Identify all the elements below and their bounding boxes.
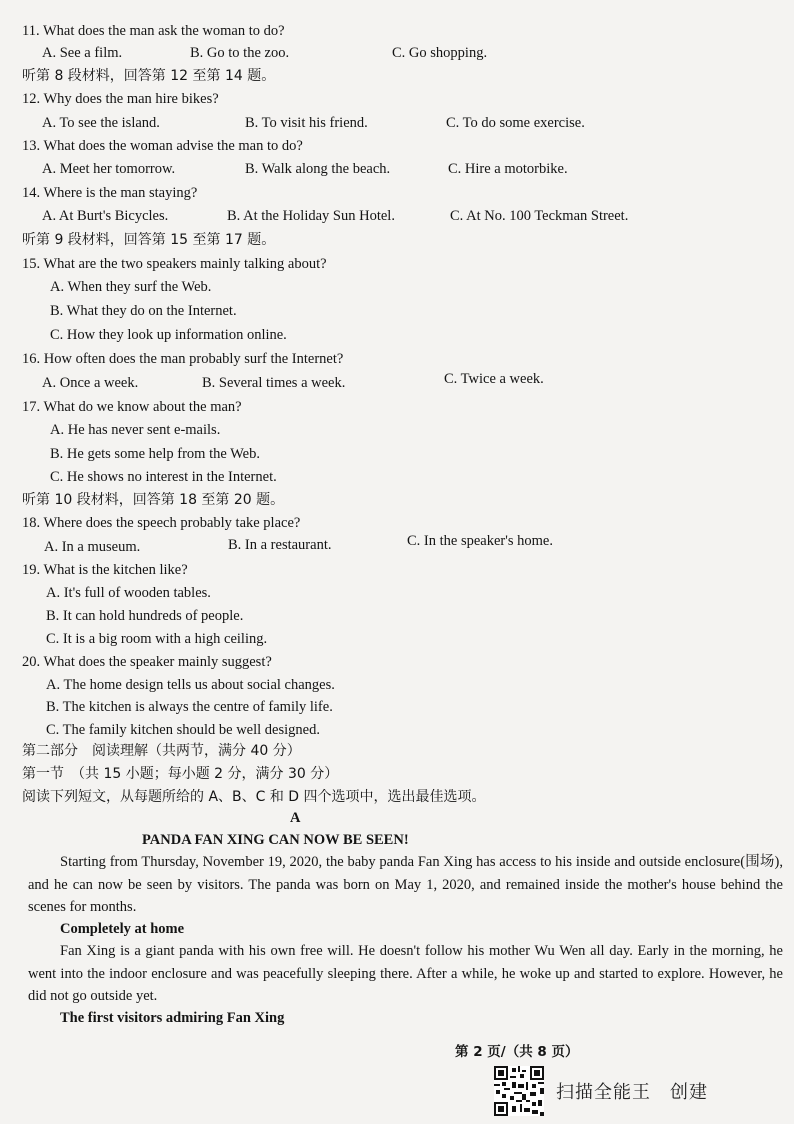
section-one-heading: 第一节 （共 15 小题；每小题 2 分，满分 30 分）: [22, 766, 339, 782]
q18-option-b: B. In a restaurant.: [228, 537, 332, 553]
q18-option-a: A. In a museum.: [44, 539, 141, 555]
passage-title: PANDA FAN XING CAN NOW BE SEEN!: [142, 832, 409, 848]
q17-option-c: C. He shows no interest in the Internet.: [50, 469, 277, 485]
passage-paragraph-1: Starting from Thursday, November 19, 2020, the baby panda Fan Xing has access to his inside and outside enclosure(围场), and he can now be seen by visitors. The panda was born on May 1, 2020, and remained inside the mother's house behind the scenes for months.: [28, 854, 783, 915]
subheading-first-visitors: The first visitors admiring Fan Xing: [60, 1010, 285, 1026]
q14-option-a: A. At Burt's Bicycles.: [42, 208, 169, 224]
q19-option-c: C. It is a big room with a high ceiling.: [46, 631, 268, 647]
instruction-part10: 听第 10 段材料，回答第 18 至第 20 题。: [22, 492, 285, 508]
q15-option-c: C. How they look up information online.: [50, 327, 287, 343]
passage-paragraph-2: Fan Xing is a giant panda with his own free will. He doesn't follow his mother Wu Wen all day. Early in the morning, he went into the indoor enclosure and was peacefully sleeping there. After a while, he woke up and started to explore. However, he did not go outside yet.: [28, 943, 783, 1004]
q13-option-c: C. Hire a motorbike.: [448, 161, 568, 177]
q14-option-b: B. At the Holiday Sun Hotel.: [227, 208, 395, 224]
q11-option-b: B. Go to the zoo.: [190, 45, 290, 61]
q20-option-a: A. The home design tells us about social changes.: [46, 677, 335, 693]
reading-instruction: 阅读下列短文，从每题所给的 A、B、C 和 D 四个选项中，选出最佳选项。: [22, 789, 486, 805]
question-17: 17. What do we know about the man?: [22, 399, 242, 415]
q17-option-b: B. He gets some help from the Web.: [50, 446, 260, 462]
passage-letter: A: [290, 810, 301, 826]
question-16: 16. How often does the man probably surf the Internet?: [22, 351, 344, 367]
question-20: 20. What does the speaker mainly suggest?: [22, 654, 272, 670]
question-13: 13. What does the woman advise the man to do?: [22, 138, 303, 154]
q16-option-c: C. Twice a week.: [444, 371, 544, 387]
q20-option-b: B. The kitchen is always the centre of family life.: [46, 699, 333, 715]
subheading-completely-at-home: Completely at home: [60, 921, 185, 937]
q19-option-a: A. It's full of wooden tables.: [46, 585, 211, 601]
q20-option-c: C. The family kitchen should be well designed.: [46, 722, 320, 738]
scanner-watermark: 扫描全能王 创建: [556, 1082, 708, 1103]
q18-option-c: C. In the speaker's home.: [407, 533, 553, 549]
part-two-heading: 第二部分 阅读理解（共两节，满分 40 分）: [22, 743, 301, 759]
question-11: 11. What does the man ask the woman to do?: [22, 23, 285, 39]
question-15: 15. What are the two speakers mainly talking about?: [22, 256, 327, 272]
q12-option-a: A. To see the island.: [42, 115, 160, 131]
q19-option-b: B. It can hold hundreds of people.: [46, 608, 244, 624]
q13-option-a: A. Meet her tomorrow.: [42, 161, 176, 177]
q16-option-b: B. Several times a week.: [202, 375, 346, 391]
qr-code-icon: [494, 1066, 544, 1116]
q13-option-b: B. Walk along the beach.: [245, 161, 391, 177]
q12-option-c: C. To do some exercise.: [446, 115, 585, 131]
q15-option-b: B. What they do on the Internet.: [50, 303, 237, 319]
q11-option-c: C. Go shopping.: [392, 45, 488, 61]
question-18: 18. Where does the speech probably take place?: [22, 515, 301, 531]
question-12: 12. Why does the man hire bikes?: [22, 91, 219, 107]
page-number: 第 2 页/（共 8 页）: [455, 1044, 579, 1060]
instruction-part9: 听第 9 段材料，回答第 15 至第 17 题。: [22, 232, 276, 248]
q11-option-a: A. See a film.: [42, 45, 123, 61]
q14-option-c: C. At No. 100 Teckman Street.: [450, 208, 629, 224]
question-19: 19. What is the kitchen like?: [22, 562, 188, 578]
q17-option-a: A. He has never sent e-mails.: [50, 422, 221, 438]
q16-option-a: A. Once a week.: [42, 375, 139, 391]
question-14: 14. Where is the man staying?: [22, 185, 198, 201]
q12-option-b: B. To visit his friend.: [245, 115, 368, 131]
instruction-part8: 听第 8 段材料，回答第 12 至第 14 题。: [22, 68, 276, 84]
q15-option-a: A. When they surf the Web.: [50, 279, 212, 295]
